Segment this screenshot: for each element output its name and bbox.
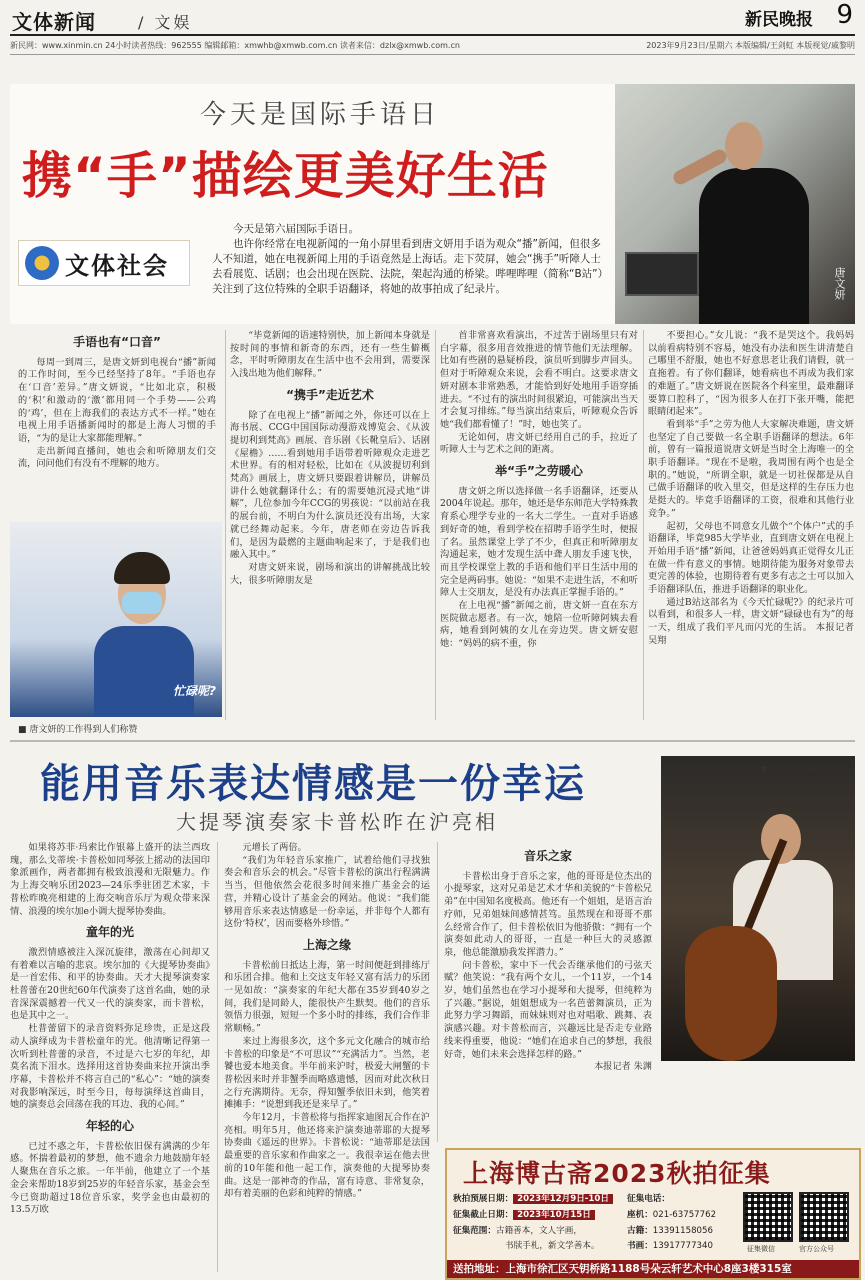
subhead: “携手”走近艺术 xyxy=(286,387,374,402)
qr-code-icon[interactable] xyxy=(799,1192,849,1242)
qr-label: 官方公众号 xyxy=(799,1245,834,1253)
paragraph: “我们为年轻音乐家推广，试着给他们寻找独奏会和音乐会的机会。”尽管卡普松的演出行程满满当当，但他依然会花很多时间来推广基金会的运营，并精心设计了基金会的网站。他说：“我们能够用音乐来表达情感是一份幸运，并非每个人都有这份‘特权’，因而要格外珍惜。” xyxy=(224,854,430,930)
ad-title: 上海博古斋2023秋拍征集 xyxy=(463,1159,771,1188)
cello-body xyxy=(685,926,777,1061)
feature-kicker: 今天是国际手语日 xyxy=(200,100,441,130)
paragraph: 每周一到周三，是唐文妍到电视台“播”新闻的工作时间，至今已经坚持了8年。“手语也存在‘口音’差异。”唐文妍说，“比如北京，积极的‘积’和激动的‘激’都用同一个手势——公鸡的‘鸡’，但在上海我们的表达方式不一样。”她在电视上用手语播新闻时的都是上海人习惯的手语，“为的是让大家都能理解。” xyxy=(18,356,216,444)
photo-figure xyxy=(94,626,194,717)
paragraph: 唐文妍之所以选择做一名手语翻译，还要从2004年说起。那年，她还是华东师范大学特殊教育系心理学专业的一名大二学生。一直对手语感到好奇的她，看到学校在招聘手语学生时，便报了名。虽然课堂上学了不少，但真正和听障朋友沟通起来，她才发现生活中聋人朋友手速飞快，而且学校课堂上教的手语和他们平日生活中用的完全是两码事。她说：“如果不走进生活，不和听障人士交朋友，是没有办法真正掌握手语的。” xyxy=(440,485,638,599)
paragraph: 如果将苏菲·玛索比作银幕上盛开的法兰西玫瑰，那么戈蒂埃·卡普松如同琴弦上摇动的法国印象派画作，两者都拥有极致浪漫和无限魅力。作为上海交响乐团2023—24乐季驻团艺术家，卡普松昨晚亮相建的上海交响音乐厅为观众带来深情、浪漫的埃尔加e小调大提琴协奏曲。 xyxy=(10,842,210,917)
paragraph: 元增长了两倍。 xyxy=(242,842,307,853)
ad-deadline-date: 2023年10月15日 xyxy=(513,1210,595,1220)
newspaper-name: 新民晚报 xyxy=(745,10,813,30)
paragraph: 卡普松出身于音乐之家，他的哥哥是位杰出的小提琴家，这对兄弟是艺术才华和美貌的“卡普松兄弟”在中国知名度极高。他还有一个姐姐，是语言治疗师，兄弟姐妹间感情甚笃。虽然现在和哥哥不那么经常合作了，但卡普松依旧为他骄傲：“拥有一个演奏如此动人的哥哥，一直是一种巨大的灵感源泉，他总能激励我发挥潜力。” xyxy=(444,870,652,958)
ad-scope-row-2 xyxy=(505,1239,600,1251)
paragraph: 起初，父母也不同意女儿做个“个体户”式的手语翻译，毕竟985大学毕业，直到唐文妍在电视上开始用手语“播”新闻，让爸爸妈妈真正觉得女儿正在做一件有意义的事情。她期待能为服务对象带去更完善的体验，也期待着有更多有志之士可以加入手语翻译队伍，推进手语翻译的职业化。 xyxy=(648,520,854,596)
ad-phone-row xyxy=(627,1208,716,1220)
subhead: 上海之缘 xyxy=(302,937,351,952)
ad-phone-label: 征集电话： xyxy=(627,1194,670,1204)
photo-credit: 唐文妍 xyxy=(833,267,846,300)
column-rule xyxy=(643,330,644,720)
info-rule xyxy=(10,54,855,55)
paragraph: 今年12月，卡普松将与指挥家迪图瓦合作在沪亮相。明年5月，他还将来沪演奏迪蒂耶的大提琴协奏曲《遥远的世界》。卡普松说：“迪蒂耶是法国最重要的音乐家和作曲家之一。我很幸运在他去世前的10年能和他一起工作，演奏他的大提琴协奏曲。这是一部神奇的作品，富有诗意、非常复杂，却有着美丽的色彩和纯粹的情感。” xyxy=(224,1112,430,1200)
cellist-photo xyxy=(661,756,855,1061)
issue-info: 2023年9月23日/星期六 本版编辑/王剑虹 本版视觉/戚黎明 xyxy=(646,41,855,50)
ad-phone-heading xyxy=(627,1192,670,1204)
section-divider xyxy=(10,740,855,742)
section-subtitle: / 文娱 xyxy=(138,13,193,32)
ad-phone-row xyxy=(627,1224,713,1236)
paragraph: 无论如何，唐文妍已经用自己的手，拉近了听障人士与艺术之间的距离。 xyxy=(440,431,638,456)
photo-head xyxy=(725,122,763,170)
paragraph: 在上电视“播”新闻之前，唐文妍一直在东方医院做志愿者。有一次，她陪一位听障阿姨去看病，她看到阿姨的女儿在旁边哭。唐文妍安慰她：“妈妈的病不重，你 xyxy=(440,600,638,650)
ad-phone-type: 座机： xyxy=(627,1210,653,1220)
ad-phone-type: 古籍： xyxy=(627,1226,653,1236)
article-column-4 xyxy=(648,330,854,722)
section-title: 文体新闻 xyxy=(12,10,96,34)
tv-screen xyxy=(625,252,699,296)
paragraph: 看到举“手”之劳为他人大家解决难题，唐文妍也坚定了自己要做一名全职手语翻译的想法。6年前，曾有一篇报道说唐文妍是当时全上海唯一的全职手语翻译。“现在不是啦，我周围有两个也是全职的。”她说，“所谓全职，就是一切社保都是从自己做手语翻译的收入里交，但是这样的生存压力也是挺大的。毕竟手语翻译的工资，很难和其他行业竞争。” xyxy=(648,418,854,519)
page-number: 9 xyxy=(836,0,853,30)
ad-phone-number: 13917777340 xyxy=(652,1241,713,1251)
subhead: 手语也有“口音” xyxy=(73,335,161,349)
subhead: 童年的光 xyxy=(85,925,134,940)
qr-label: 征集微信 xyxy=(747,1245,775,1253)
photo-caption: ■ 唐文妍的工作得到人们称赞 xyxy=(18,722,137,735)
column-rule xyxy=(435,330,436,720)
article-column-1 xyxy=(18,328,216,516)
lead-paragraph: 今天是第六届国际手语日。 xyxy=(233,223,359,235)
subhead: 举“手”之劳暖心 xyxy=(495,464,583,479)
article2-column-1 xyxy=(10,842,210,1276)
ad-phone-number: 021-63757762 xyxy=(652,1210,717,1220)
masthead-rule xyxy=(10,34,855,36)
microphone-icon xyxy=(25,246,59,280)
ad-phone-row xyxy=(627,1239,713,1251)
paragraph: 对唐文妍来说，剧场和演出的讲解挑战比较大，很多听障朋友是 xyxy=(230,561,430,586)
column-rule xyxy=(437,842,438,1142)
paragraph: 走出新闻直播间，她也会和听障朋友们交流，问问他们有没有不理解的地方。 xyxy=(18,445,216,470)
photo-figure xyxy=(699,168,809,324)
photo-hair xyxy=(114,552,170,584)
ad-address: 送拍地址：上海市徐汇区天钥桥路1188号朵云轩艺术中心8座3楼315室 xyxy=(447,1260,859,1278)
lead-paragraph: 也许你经常在电视新闻的一角小屏里看到唐文妍用手语为观众“播”新闻，但很多人不知道，她在电视新闻上用的手语竟然是上海话。走下荧屏，她会“携手”听障人士去看展览、话剧；也会出现在医院、法院，架起沟通的桥梁。哔哩哔哩（简称“B站”）关注到了这位特殊的全职手语翻译，将她的故事拍成了纪录片。 xyxy=(212,238,603,295)
paragraph: 首非常喜欢看演出，不过苦于剧场里只有对白字幕，很多用音效推进的情节他们无法理解。比如有些剧的悬疑桥段，演员听到脚步声回头。但对于听障观众来说，会看不明白。这要求唐文妍对剧本非常熟悉，才能恰到好处地用手语穿插进去。“不过有的演出时间很紧迫，可能演出当天才会复习排练。”每当演出结束后，听障观众告诉她“我们都看懂了！”时，她也笑了。 xyxy=(440,330,638,430)
info-line xyxy=(10,40,855,51)
ad-scope-line: 古籍善本，文人字画， xyxy=(495,1226,582,1236)
ad-scope-label: 征集范围： xyxy=(453,1226,496,1236)
ad-phone-number: 13391158056 xyxy=(652,1226,713,1236)
subhead: 音乐之家 xyxy=(523,849,572,863)
photo-tag: 忙碌呢? xyxy=(173,684,216,698)
feature2-headline: 能用音乐表达情感是一份幸运 xyxy=(40,761,586,807)
ad-deadline-label: 征集截止日期： xyxy=(453,1210,514,1220)
sign-language-photo xyxy=(615,84,855,324)
paragraph: 已过不惑之年，卡普松依旧保有满满的少年感。怀揣着最初的梦想，他不遗余力地鼓励年轻人聚焦在音乐之旅。一年半前，他建立了一个基金会来帮助18岁到25岁的年轻音乐家，基金会至今已资助超过18位音乐家，奖学金也由最初的13.5万欧 xyxy=(10,1140,210,1216)
column-rule xyxy=(225,330,226,720)
paragraph: 激烈情感被注入深沉旋律，激荡在心间却又有着难以言喻的悲哀。埃尔加的《大提琴协奏曲》是一首宏伟、和平的协奏曲。天才大提琴演奏家杜普蕾在20世纪60年代演奏了这首名曲，她的录音深深震撼着一代又一代的演奏家，而卡普松，也是其中之一。 xyxy=(10,946,210,1022)
byline: 本报记者 朱渊 xyxy=(593,1061,652,1073)
paragraph: 问卡普松，家中下一代会否继承他们的弓弦天赋？他笑说：“我有两个女儿，一个11岁，一个14岁，她们虽然也在学习小提琴和大提琴，但纯粹为了兴趣。”据说，姐姐想成为一名芭蕾舞演员，正为此努力学习舞蹈，而妹妹则对也对唱歌、跳舞、表演感兴趣。对卡普松而言，兴趣远比是否走专业路线来得重要，他说：“她们在追求自己的梦想，我很好奇，她们未来会选择怎样的路。” xyxy=(444,959,652,1060)
paragraph: 通过B站这部名为《今天忙碌呢?》的纪录片可以看到，和很多人一样，唐文妍“碌碌也有为”的每一天，组成了我们平凡而闪光的生活。 本报记者 吴翔 xyxy=(648,596,854,646)
subhead: 年轻的心 xyxy=(85,1119,134,1134)
ad-scope-row xyxy=(453,1224,582,1236)
paragraph: 来过上海很多次，这个多元文化融合的城市给卡普松的印象是“不可思议”“充满活力”。当然，老饕也爱本地美食。半年前来沪时，极爱大闸蟹的卡普松因来时并非蟹季而略感遗憾，因而对此次秋日之行充满期待。无奈，得知蟹季依旧未到，他笑着摊摊手：“说想到我还是来早了。” xyxy=(224,1035,430,1111)
feature2-subhead: 大提琴演奏家卡普松昨在沪亮相 xyxy=(176,810,498,834)
ad-phone-type: 书画： xyxy=(627,1241,653,1251)
photo-caption: ▼ 卡普松在演奏 xyxy=(760,762,824,775)
ad-scope-line: 书牍手札，新文学善本。 xyxy=(505,1241,600,1251)
ad-preview-row xyxy=(453,1192,613,1204)
ad-deadline-row xyxy=(453,1208,595,1220)
photo-mask-face xyxy=(122,592,162,614)
article-column-2 xyxy=(230,330,430,722)
auction-ad xyxy=(445,1148,861,1280)
interpreter-photo xyxy=(10,522,222,717)
paragraph: “毕竟新闻的语速特别快，加上新闻本身就是按时间的事情和新奇的东西，还有一些生僻概念，平时听障朋友在生活中也不会用到，需要深入浅出地为他们解释。” xyxy=(230,330,430,380)
ad-preview-label: 秋拍预展日期： xyxy=(453,1194,514,1204)
column-logo xyxy=(18,240,190,286)
column-rule xyxy=(217,842,218,1272)
paragraph: 卡普松前日抵达上海，第一时间便赶到排练厅和乐团合排。他和上交这支年轻又富有活力的乐团一见如故：“演奏家的年纪大都在35岁到40岁之间，我们是同龄人，能很快产生默契。他们的音乐领悟力很强，短短一个多小时的排练，我们合作非常顺畅。” xyxy=(224,959,430,1035)
paragraph: 除了在电视上“播”新闻之外，你还可以在上海书展、CCG中国国际动漫游戏博览会、《从波提切利到梵高》画展、音乐剧《长靴皇后》、话剧《屋檐》……看到她用手语带着听障观众走进艺术世界。有的相对轻松，比如在《从波提切利到梵高》画展上，唐文妍只要跟着讲解员，讲解员讲什么她就翻译什么；有的需要她沉浸式地“讲解”，几位参加今年CCG的男孩说：“以前站在我的展台前，不明白为什么演员还没有出场，大家就已经舞动起来。今年，唐老师在旁边告诉我们，是因为最燃的主题曲响起来了，于是我们也融入其中。” xyxy=(230,409,430,561)
article-column-3 xyxy=(440,330,638,722)
ad-preview-date: 2023年12月9日-10日 xyxy=(513,1194,613,1204)
paragraph: 不要担心。”女儿说：“我不是哭这个。我妈妈以前看病特别不容易，她没有办法和医生讲清楚自己哪里不舒服，她也不好意思老让我们请假，就一直拖着。有了你们翻译，她看病也不再成为我们家的难题了。”唐文妍说在医院各个科室里，最难翻译要算口腔科了，“因为很多人在打下张开嘴，能把眼睛闭起来”。 xyxy=(648,330,854,418)
column-logo-label: 文体社会 xyxy=(65,251,169,280)
feature-lead xyxy=(212,222,604,297)
paragraph: 杜普蕾留下的录音资料弥足珍贵，正是这段动人演绎成为卡普松童年的光。他清晰记得第一次听到杜普蕾的录音，不过是六七岁的年纪，却莫名流下泪水。选择用这首协奏曲来拉开演出季序幕，卡普松并不将言自己的“私心”：“她的演奏对我影响深远，时至今日，每每演绎这首曲目，她的演奏总会回荡在我的耳边、我的心间。” xyxy=(10,1023,210,1111)
article2-column-3 xyxy=(444,842,652,1142)
article2-column-2 xyxy=(224,842,430,1276)
qr-code-icon[interactable] xyxy=(743,1192,793,1242)
contact-info: 新民网：www.xinmin.cn 24小时读者热线：962555 编辑邮箱：xmwhb@xmwb.com.cn 读者来信：dzlx@xmwb.com.cn xyxy=(10,41,460,50)
feature-headline: 携“手”描绘更美好生活 xyxy=(22,147,549,205)
